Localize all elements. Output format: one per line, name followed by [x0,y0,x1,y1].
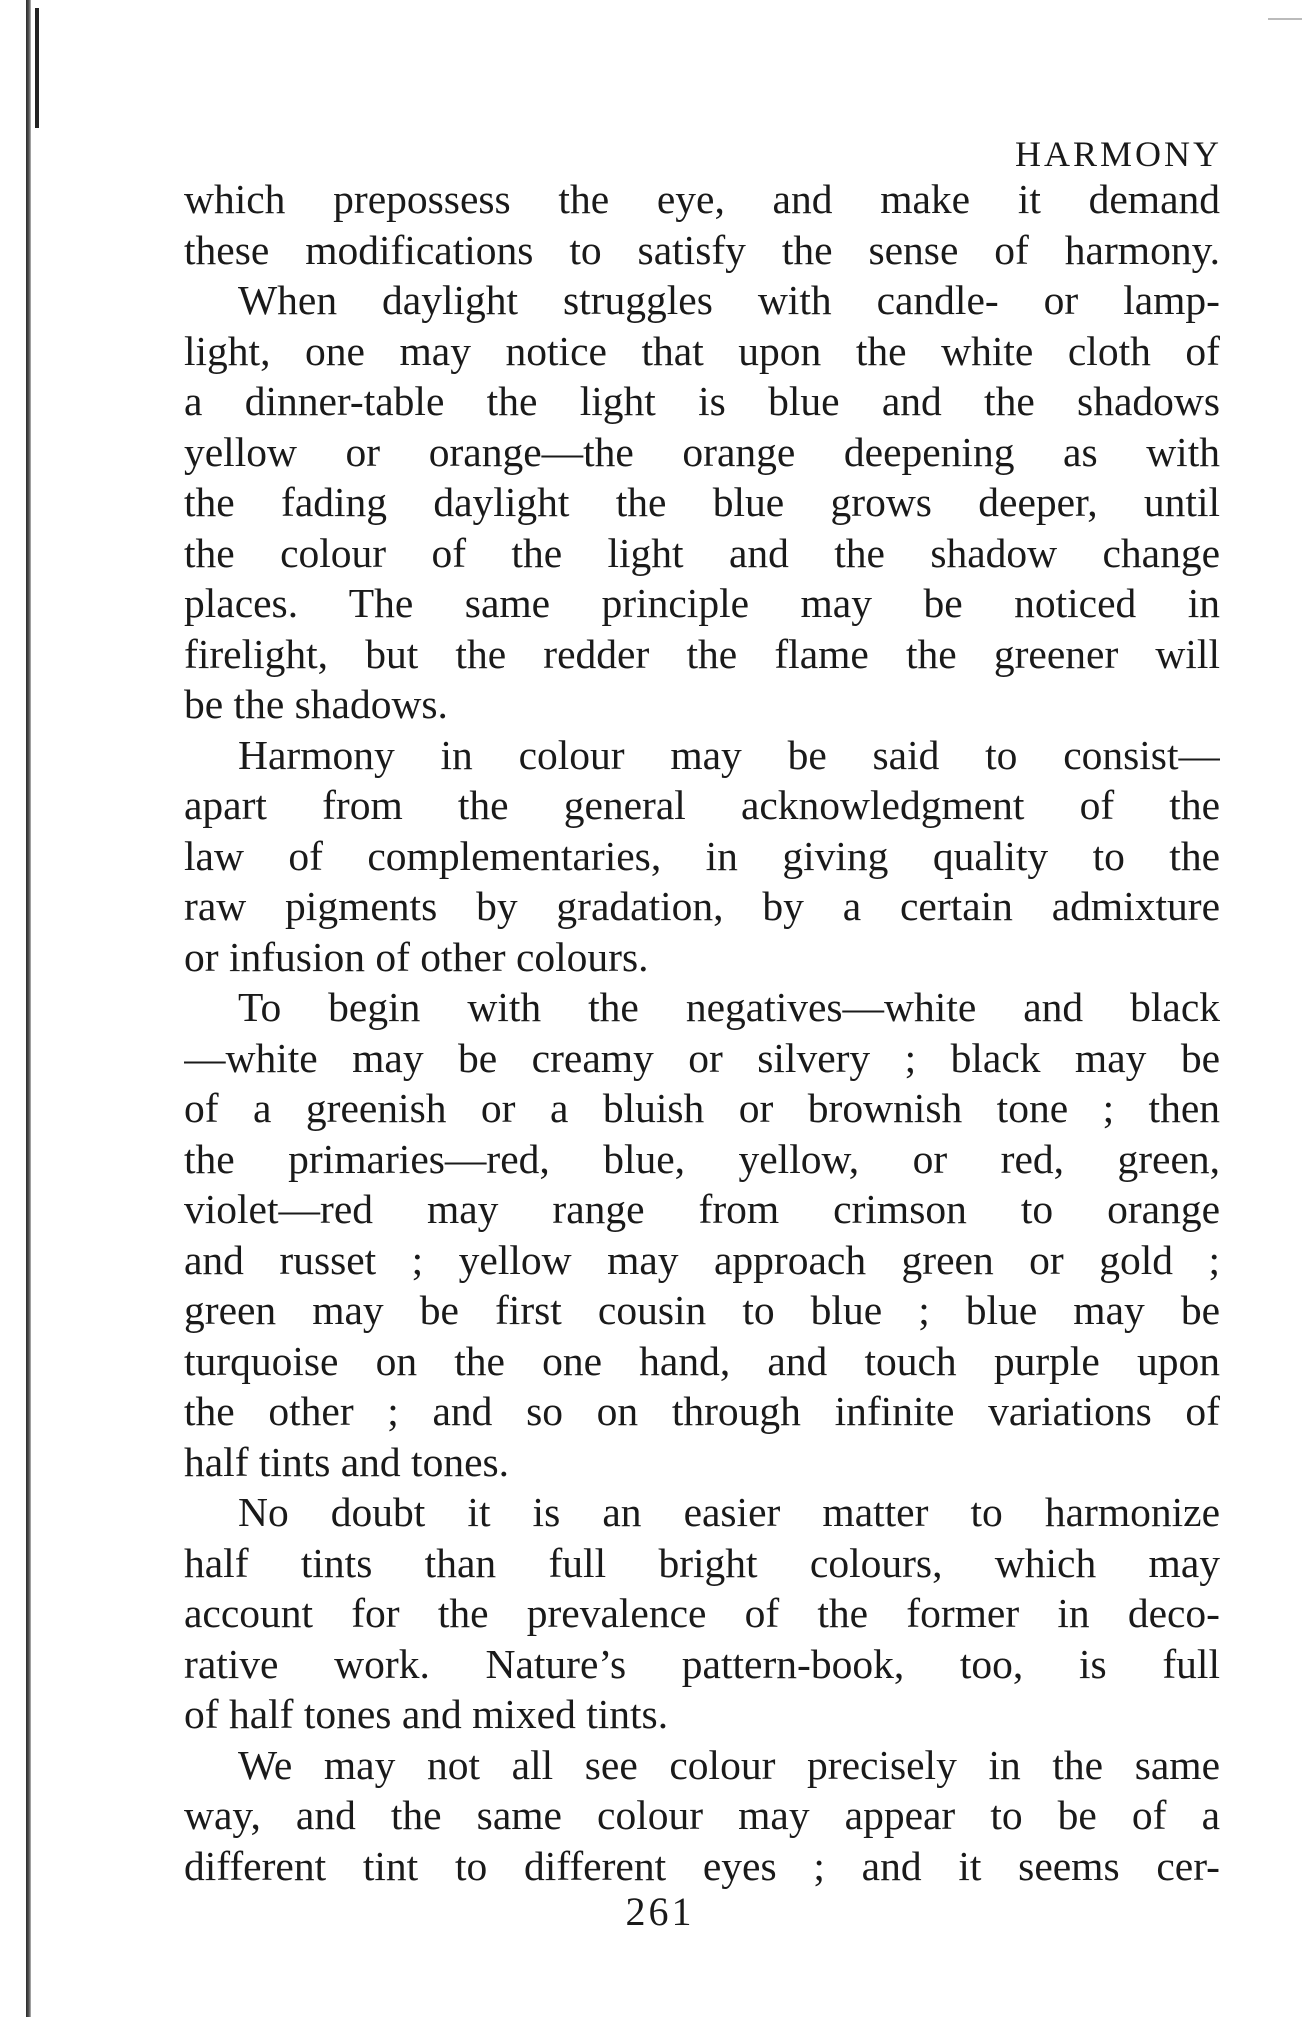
text-line: When daylight struggles with candle- or lamp- [238,277,1220,323]
text-line: the fading daylight the blue grows deeper, until [184,479,1220,525]
text-line: —white may be creamy or silvery ; black may be [184,1034,1220,1081]
text-line: the colour of the light and the shadow change [184,529,1220,576]
text-line: turquoise on the one hand, and touch purple upon [184,1337,1220,1384]
text-line: raw pigments by gradation, by a certain admixture [184,883,1220,929]
text-line: these modifications to satisfy the sense of harmony. [184,226,1220,273]
text-line: We may not all see colour precisely in the same [238,1741,1220,1788]
text-line: of half tones and mixed tints. [184,1691,669,1737]
text-line: of a greenish or a bluish or brownish tone ; then [184,1085,1220,1131]
binding-edge-mark [35,8,39,128]
text-line: account for the prevalence of the former in deco- [184,1590,1220,1636]
text-line: law of complementaries, in giving quality to the [184,832,1220,879]
text-line: No doubt it is an easier matter to harmonize [238,1489,1220,1535]
scan-mark [1268,18,1302,20]
text-line: the other ; and so on through infinite variations of [184,1388,1220,1434]
text-line: places. The same principle may be noticed in [184,580,1220,626]
text-line: yellow or orange—the orange deepening as with [184,428,1220,475]
text-line: apart from the general acknowledgment of the [184,782,1220,828]
text-line: rative work. Nature’s pattern-book, too, is full [184,1640,1220,1687]
body-text [184,174,1220,1891]
text-line: or infusion of other colours. [184,933,649,980]
text-line: and russet ; yellow may approach green or gold ; [184,1236,1220,1283]
text-line: which prepossess the eye, and make it demand [184,176,1220,222]
text-line: a dinner-table the light is blue and the shadows [184,378,1220,424]
text-line: violet—red may range from crimson to orange [184,1186,1220,1232]
text-line: half tints and tones. [184,1438,510,1485]
text-line: green may be first cousin to blue ; blue may be [184,1287,1220,1333]
text-line: light, one may notice that upon the white cloth of [184,327,1220,374]
text-line: Harmony in colour may be said to consist— [238,731,1220,778]
binding-edge [26,0,31,2017]
text-line: firelight, but the redder the flame the greener will [184,630,1220,677]
text-line: half tints than full bright colours, which may [184,1539,1220,1586]
text-line: way, and the same colour may appear to be of a [184,1792,1220,1838]
text-line: be the shadows. [184,681,448,727]
page-number: 261 [625,1889,695,1934]
text-line: To begin with the negatives—white and black [238,984,1220,1030]
text-line: different tint to different eyes ; and it seems cer- [184,1842,1220,1889]
running-head: HARMONY [1014,134,1222,174]
text-line: the primaries—red, blue, yellow, or red, green, [184,1135,1220,1182]
